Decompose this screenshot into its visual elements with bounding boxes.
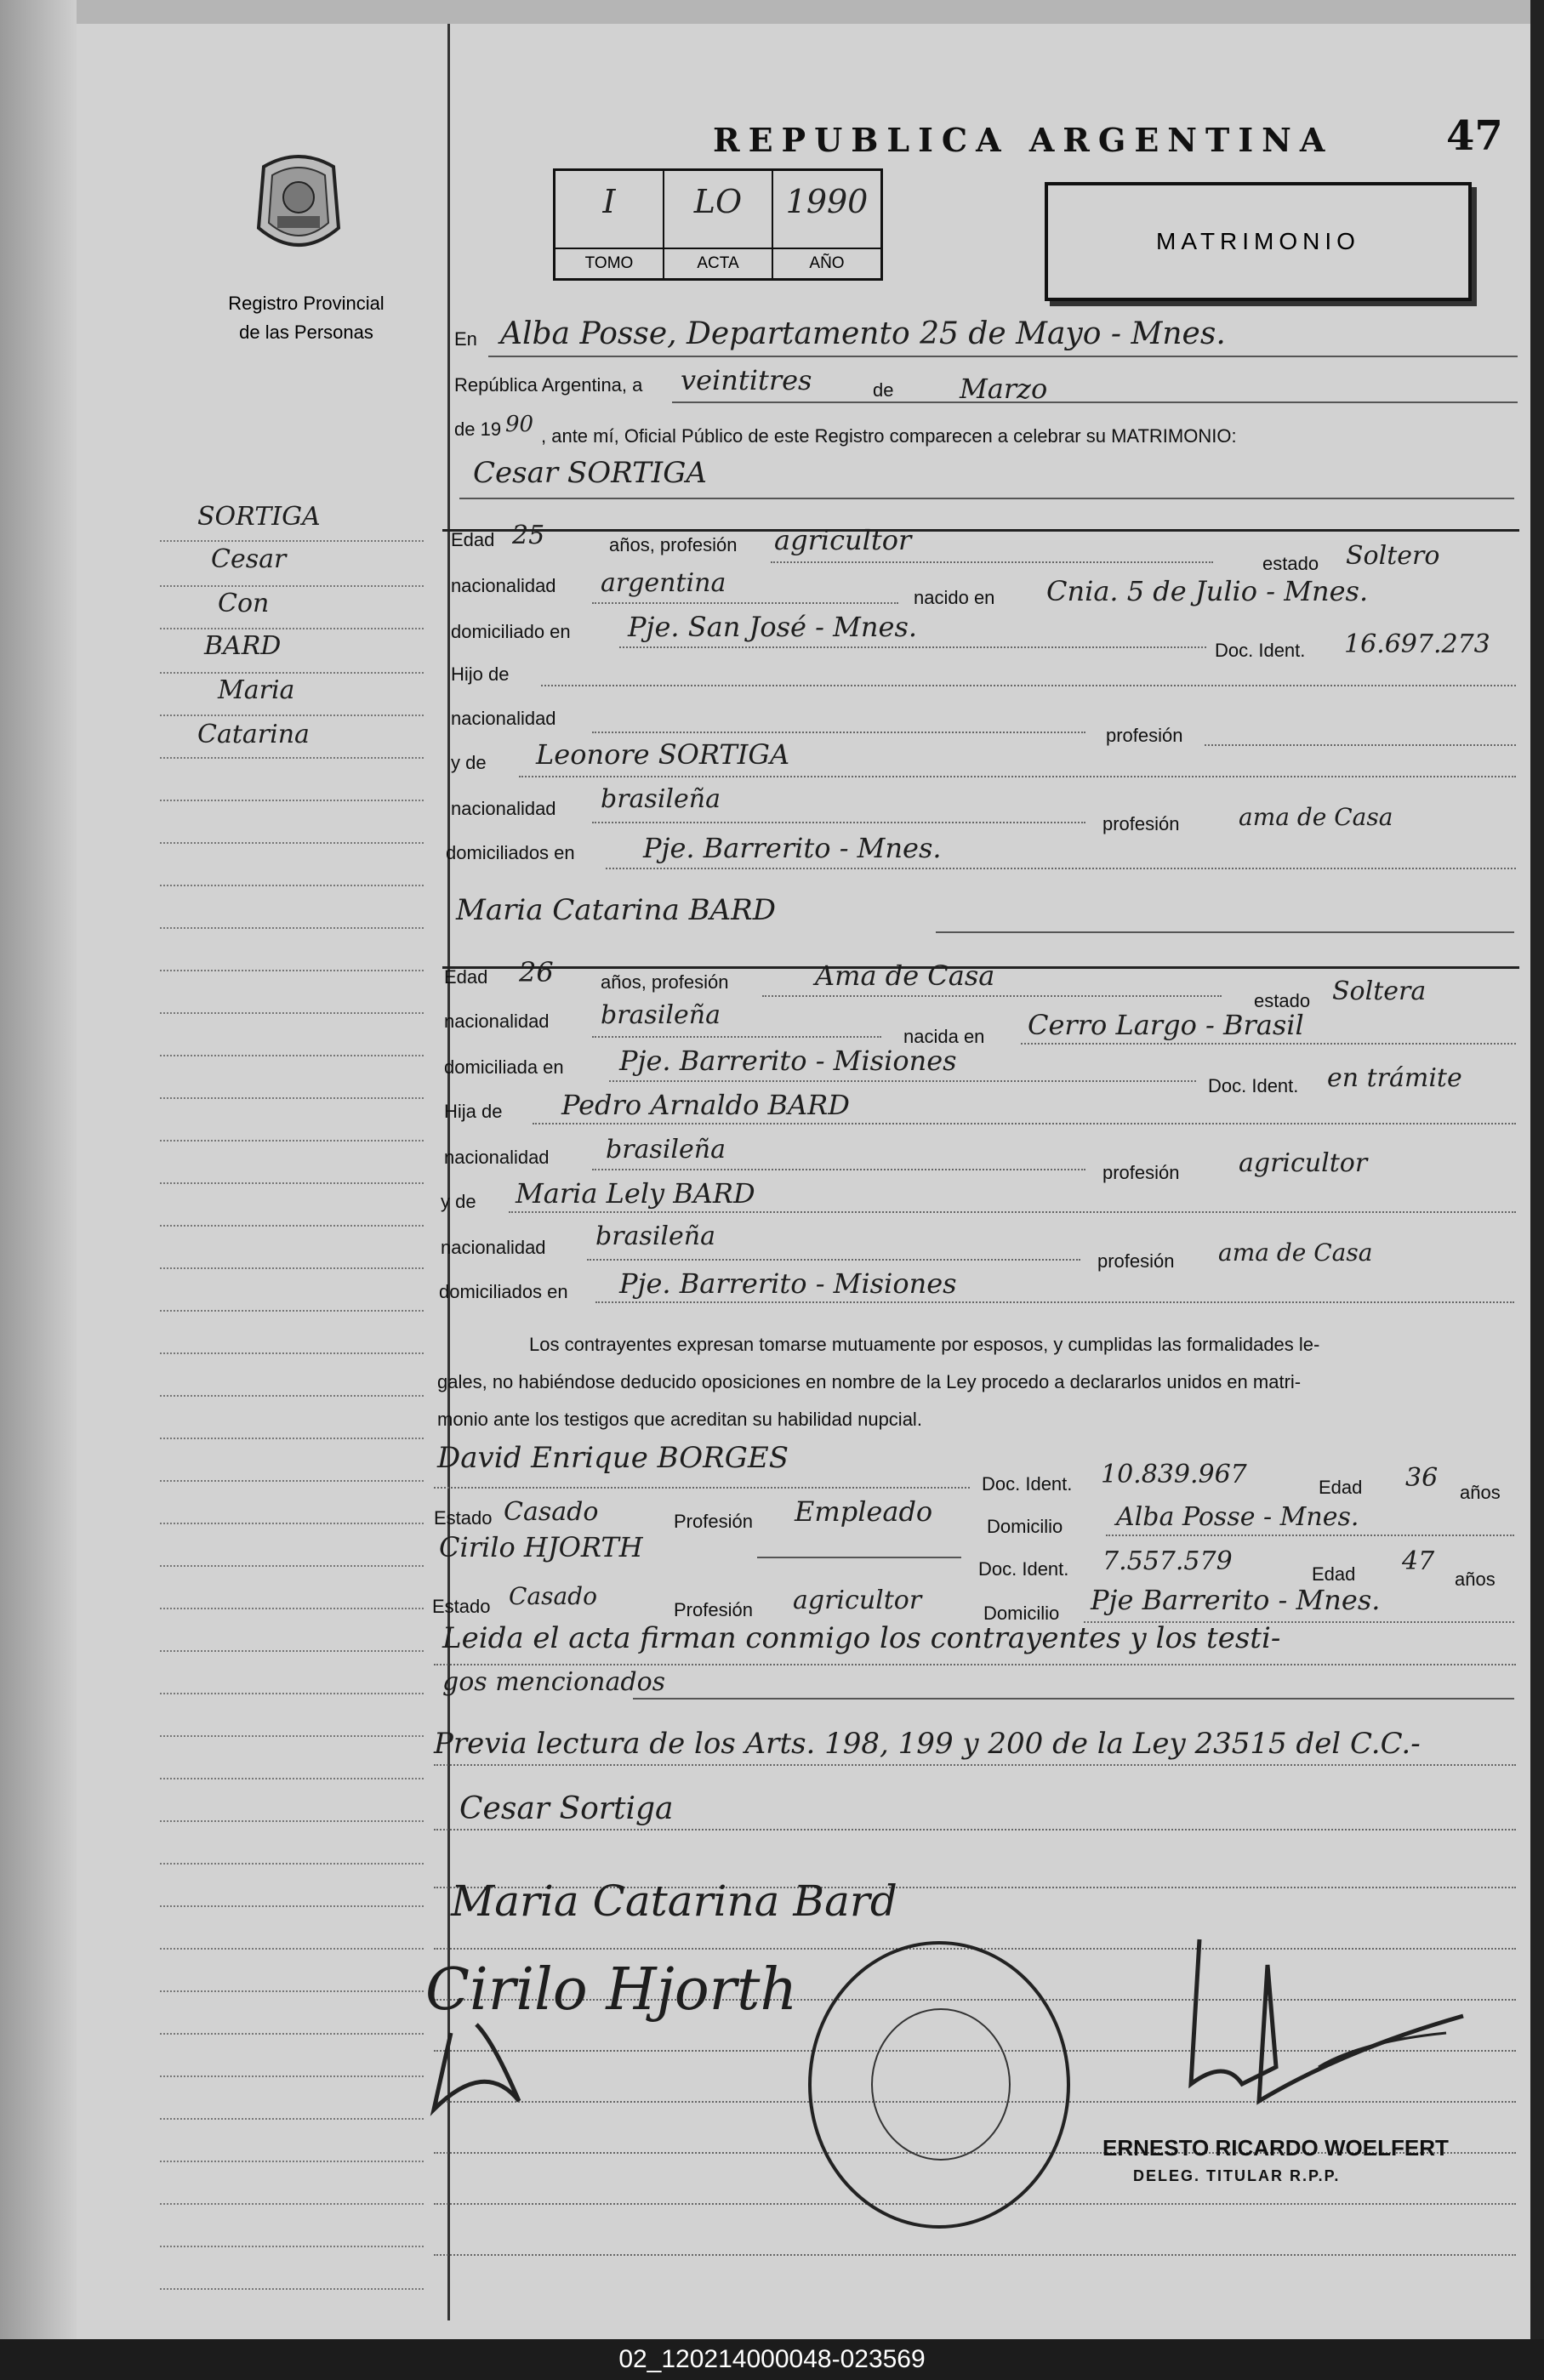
margin-line [160,1352,424,1354]
margin-line [160,1608,424,1609]
bride-profession: Ama de Casa [815,959,995,992]
registry-label-line1: Registro Provincial [228,293,385,314]
witness-1-domicile: Alba Posse - Mnes. [1116,1502,1359,1532]
page-number: 47 [1446,112,1503,160]
doc-label: Doc. Ident. [1208,1075,1299,1096]
witness-2-profession: agricultor [793,1586,922,1615]
bride-estado: Soltera [1332,976,1427,1006]
estado-label: estado [1262,553,1319,574]
domicilio-label: Domicilio [987,1516,1063,1537]
bride-mother: Maria Lely BARD [516,1177,755,1210]
domiciliados-label: domiciliados en [439,1281,568,1302]
margin-line [160,2161,424,2162]
act-type-box: MATRIMONIO [1045,182,1472,301]
margin-line [160,1778,424,1779]
year-prefix-label: de 19 [454,418,502,440]
declaration-line-1: Los contrayentes expresan tomarse mutuamente por esposos, y cumplidas las formalidades le- [529,1334,1320,1355]
estado-label: Estado [434,1507,493,1529]
margin-line [160,1310,424,1312]
domiciliados-label: domiciliados en [446,842,575,863]
official-signature-icon [1174,1914,1480,2127]
doc-label: Doc. Ident. [982,1473,1073,1495]
nacionalidad-label: nacionalidad [451,708,556,729]
bride-domicile: Pje. Barrerito - Misiones [619,1045,957,1077]
margin-line [160,885,424,886]
line [633,1698,1514,1700]
bride-father: Pedro Arnaldo BARD [561,1089,850,1121]
anos-label: años [1455,1569,1496,1590]
tomo-acta-anio-box [553,168,883,281]
margin-note: Con [218,589,270,618]
line [519,776,1516,777]
line [434,1764,1516,1766]
appear-text: , ante mí, Oficial Público de este Registro comparecen a celebrar su MATRIMONIO: [541,425,1237,447]
line [1106,1534,1514,1536]
margin-line [160,970,424,971]
nacionalidad-label: nacionalidad [451,575,556,596]
margin-line [160,1948,424,1950]
groom-mother: Leonore SORTIGA [536,738,790,771]
margin-note: Cesar [211,544,287,574]
line [592,1169,1085,1170]
margin-line [160,1055,424,1056]
line [619,646,1206,648]
signature-maria: Maria Catarina Bard [451,1876,897,1926]
en-label: En [454,328,477,350]
profesion-label: profesión [1106,725,1183,746]
bride-age: 26 [519,956,554,988]
page-title: REPUBLICA ARGENTINA [713,121,1334,159]
hija-label: Hija de [444,1101,503,1122]
margin-line [160,1693,424,1694]
y-de-label: y de [441,1191,476,1212]
margin-line [160,1225,424,1227]
domiciliado-label: domiciliado en [451,621,571,642]
bride-mother-profession: ama de Casa [1218,1238,1373,1267]
line [757,1557,961,1558]
margin-note: Catarina [197,720,310,749]
margin-line [160,1990,424,1992]
margin-line [160,1182,424,1184]
month-value: Marzo [960,373,1048,405]
profesion-label: profesión [1097,1250,1175,1272]
signature-cesar: Cesar Sortiga [459,1791,674,1826]
bride-name-header: Maria Catarina BARD [456,893,777,927]
nacionalidad-label: nacionalidad [441,1237,546,1258]
groom-name-header: Cesar SORTIGA [473,456,707,490]
registry-label [179,289,434,347]
line [541,685,1516,686]
closing-line-2: gos mencionados [442,1667,666,1697]
margin-line [160,540,424,542]
margin-line [160,1395,424,1397]
domicilio-label: Domicilio [983,1603,1060,1624]
line [592,1036,881,1038]
doc-label: Doc. Ident. [1215,640,1306,661]
line [592,732,1085,733]
groom-mother-nationality: brasileña [601,784,721,814]
de-label: de [873,379,894,401]
bride-birthplace: Cerro Largo - Brasil [1028,1009,1304,1041]
profesion-label: Profesión [674,1599,753,1620]
line [434,1664,1516,1665]
nacionalidad-label: nacionalidad [444,1011,550,1032]
nacida-label: nacida en [903,1026,985,1047]
margin-note: Maria [218,675,295,705]
line [587,1259,1080,1261]
declaration-line-2: gales, no habiéndose deducido oposiciones en nombre de la Ley procedo a declararlos unidos en matri- [437,1371,1302,1392]
witness-1-profession: Empleado [795,1495,933,1528]
line [434,2254,1516,2256]
margin-line [160,1267,424,1269]
margin-line [160,2033,424,2035]
year-suffix-value: 90 [505,412,534,437]
closing-line-3: Previa lectura de los Arts. 198, 199 y 200 de la Ley 23515 del C.C.- [434,1727,1421,1761]
line [1205,744,1516,746]
bride-parents-domicile: Pje. Barrerito - Misiones [619,1267,957,1300]
line [672,401,1518,403]
line [1021,1043,1516,1045]
anio-label: AÑO [773,248,880,278]
acta-value: LO [693,183,743,220]
groom-domicile: Pje. San José - Mnes. [628,611,918,643]
section-divider [442,529,1519,532]
nacionalidad-label: nacionalidad [444,1147,550,1168]
bride-father-nationality: brasileña [606,1135,726,1164]
edad-label: Edad [451,529,495,550]
nacionalidad-label: nacionalidad [451,798,556,819]
bride-father-profession: agricultor [1239,1148,1368,1178]
registry-label-line2: de las Personas [239,322,373,343]
margin-line [160,715,424,716]
estado-label: Estado [432,1596,491,1617]
witness-2-estado: Casado [509,1582,597,1610]
official-name: ERNESTO RICARDO WOELFERT [1102,2135,1449,2161]
file-id-footer: 02_120214000048-023569 [0,2339,1544,2380]
edad-label: Edad [444,966,488,988]
anio-cell [773,171,880,278]
margin-line [160,1863,424,1865]
signature-scribble-icon [417,2007,553,2127]
groom-profession: agricultor [774,524,912,556]
tomo-value: I [602,183,616,220]
margin-line [160,1097,424,1099]
republica-label: República Argentina, a [454,374,643,396]
margin-line [160,585,424,587]
groom-mother-profession: ama de Casa [1239,803,1393,831]
margin-line [160,927,424,929]
witness-2-doc: 7.557.579 [1102,1546,1233,1576]
page-top-edge [0,0,1544,24]
line [606,868,1516,869]
declaration-line-3: monio ante los testigos que acreditan su habilidad nupcial. [437,1409,922,1430]
margin-line [160,1565,424,1567]
line [771,561,1213,563]
estado-label: estado [1254,990,1311,1011]
line [459,498,1514,499]
profesion-label: años, profesión [601,971,729,993]
profesion-label: profesión [1102,813,1180,834]
profesion-label: Profesión [674,1511,753,1532]
margin-line [160,1735,424,1737]
margin-line [160,2203,424,2205]
line [762,995,1222,997]
nacido-label: nacido en [914,587,995,608]
margin-line [160,1438,424,1439]
line [592,822,1085,823]
margin-line [160,1905,424,1907]
margin-line [160,1012,424,1014]
margin-line [160,2288,424,2290]
bride-nationality: brasileña [601,1000,721,1030]
line [592,602,898,604]
y-de-label: y de [451,752,487,773]
witness-2-age: 47 [1402,1546,1435,1576]
groom-parents-domicile: Pje. Barrerito - Mnes. [643,832,942,864]
witness-1-age: 36 [1405,1463,1439,1493]
profesion-label: años, profesión [609,534,738,555]
line [434,1487,970,1489]
line [609,1080,1196,1082]
line [936,931,1514,933]
official-seal-icon [808,1941,1070,2229]
groom-age: 25 [512,521,545,550]
acta-cell [664,171,773,278]
anos-label: años [1460,1482,1501,1503]
acta-label: ACTA [664,248,772,278]
profesion-label: profesión [1102,1162,1180,1183]
groom-nationality: argentina [601,568,726,598]
margin-line [160,2246,424,2247]
witness-1-estado: Casado [504,1497,599,1527]
margin-line [160,1140,424,1142]
doc-label: Doc. Ident. [978,1558,1069,1580]
margin-line [160,800,424,801]
witness-1-name: David Enrique BORGES [437,1441,789,1475]
margin-line [160,757,424,759]
witness-2-domicile: Pje Barrerito - Mnes. [1091,1584,1381,1616]
margin-note: BARD [204,631,282,661]
witness-2-name: Cirilo HJORTH [439,1531,643,1563]
margin-line [160,628,424,629]
edad-label: Edad [1312,1563,1356,1585]
day-value: veintitres [681,364,812,396]
line [509,1211,1516,1213]
margin-line [160,1820,424,1822]
domiciliada-label: domiciliada en [444,1056,564,1078]
line [533,1123,1516,1125]
groom-doc: 16.697.273 [1344,629,1490,659]
margin-line [160,842,424,844]
tomo-cell [555,171,664,278]
hijo-label: Hijo de [451,663,510,685]
groom-estado: Soltero [1346,541,1440,571]
margin-line [160,2075,424,2077]
seal-inner-ring [871,2008,1011,2161]
bride-doc: en trámite [1327,1063,1462,1093]
tomo-label: TOMO [555,248,663,278]
line [434,1829,1516,1831]
margin-line [160,672,424,674]
page-right-edge [1530,0,1544,2339]
binding-shadow [0,0,77,2339]
official-title: DELEG. TITULAR R.P.P. [1133,2167,1341,2184]
edad-label: Edad [1319,1477,1363,1498]
line [488,356,1518,357]
place-value: Alba Posse, Departamento 25 de Mayo - Mnes. [500,316,1226,351]
margin-line [160,1650,424,1652]
line [595,1301,1514,1303]
groom-birthplace: Cnia. 5 de Julio - Mnes. [1046,575,1369,607]
signature-cirilo: Cirilo Hjorth [425,1956,798,2024]
margin-line [160,1480,424,1482]
bride-mother-nationality: brasileña [595,1221,715,1251]
margin-note: SORTIGA [197,502,321,532]
margin-line [160,1523,424,1524]
margin-line [160,2118,424,2120]
misiones-emblem-icon [247,150,350,262]
closing-line-1: Leida el acta firman conmigo los contrayentes y los testi- [442,1621,1281,1655]
witness-1-doc: 10.839.967 [1101,1460,1247,1489]
anio-value: 1990 [785,183,869,220]
